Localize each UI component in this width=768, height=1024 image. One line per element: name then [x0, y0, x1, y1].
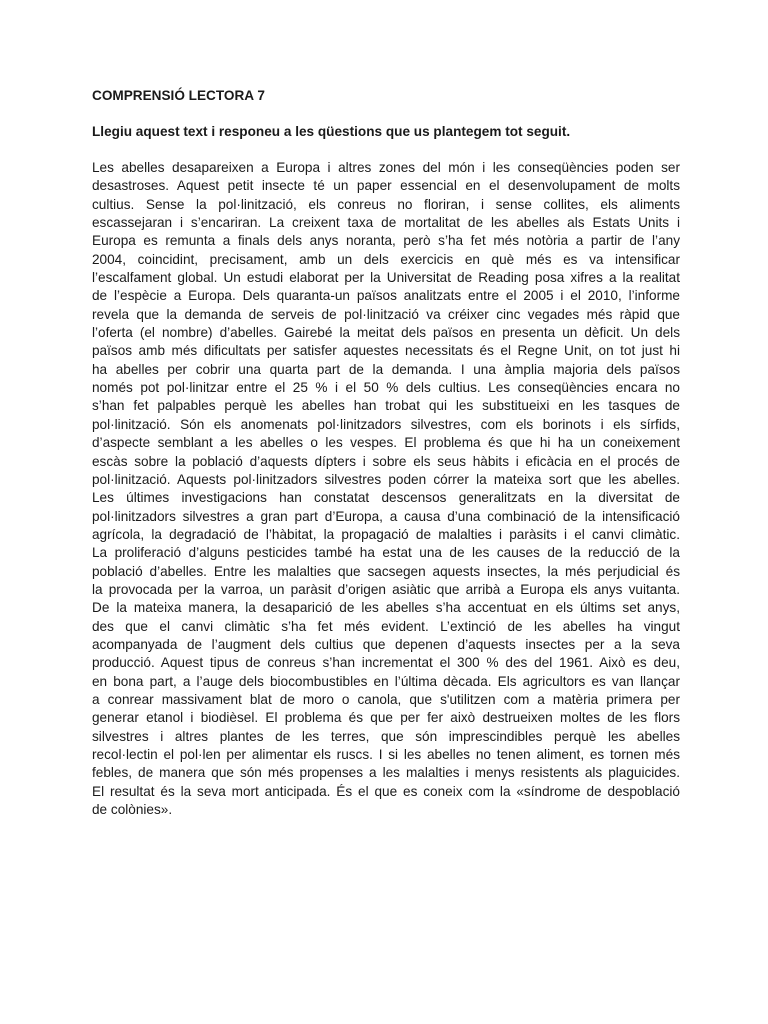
- body-line: revela que la demanda de serveis de pol·linització va créixer cinc vegades més ràpid que: [92, 306, 680, 322]
- body-line: població d’abelles. Entre les malalties que sacsegen aquests insectes, la més perjudicial és: [92, 563, 680, 579]
- body-line: La proliferació d’alguns pesticides també ha estat una de les causes de la reducció de la: [92, 545, 680, 561]
- body-line: generar etanol i biodièsel. El problema és que per fer això destrueixen moltes de les flors: [92, 710, 680, 726]
- body-line: només pot pol·linitzar entre el 25 % i el 50 % dels cultius. Les conseqüències encara no: [92, 380, 680, 396]
- body-line: silvestres i altres plantes de les terres, que són imprescindibles perquè les abelles: [92, 728, 680, 744]
- document-title: COMPRENSIÓ LECTORA 7: [92, 88, 265, 103]
- body-line: De la mateixa manera, la desaparició de les abelles s’ha accentuat en els últims set anys,: [92, 600, 680, 616]
- body-line: Les abelles desapareixen a Europa i altres zones del món i les conseqüències poden ser: [92, 160, 680, 175]
- body-line: desastroses. Aquest petit insecte té un paper essencial en el desenvolupament de molts: [92, 178, 680, 194]
- body-line: ha abelles per cobrir una quarta part de la demanda. I una àmplia majoria dels països: [92, 361, 680, 377]
- body-line: l’escalfament global. Un estudi elaborat per la Universitat de Reading posa xifres a la realitat: [92, 270, 680, 286]
- body-line: escàs sobre la població d’aquests dípters i sobre els seus hàbits i eficàcia en el procés de: [92, 453, 680, 469]
- body-line: països amb més dificultats per satisfer aquestes necessitats és el Regne Unit, on tot just hi: [92, 343, 680, 359]
- body-line: en bona part, a l’auge dels biocombustibles en l’última dècada. Els agricultors es van llançar: [92, 673, 680, 689]
- body-line: d’aspecte semblant a les abelles o les vespes. El problema és que hi ha un coneixement: [92, 435, 680, 451]
- body-line: de colònies».: [92, 802, 173, 818]
- body-line: l’oferta (el nombre) d’abelles. Gairebé la meitat dels països en presenta un dèficit. Un dels: [92, 325, 680, 341]
- body-line: la provocada per la varroa, un paràsit d’origen asiàtic que arribà a Europa els anys vuitanta.: [92, 581, 680, 597]
- body-line: s’han fet palpables perquè les abelles han trobat qui les substitueixi en les tasques de: [92, 398, 680, 414]
- body-line: de l’espècie a Europa. Dels quaranta-un països analitzats entre el 2005 i el 2010, l’informe: [92, 288, 680, 304]
- document-page: [92, 86, 680, 819]
- body-line: recol·lectin el pol·len per alimentar els ruscs. I si les abelles no tenen aliment, es tornen més: [92, 747, 680, 762]
- body-line: cultius. Sense la pol·linització, els conreus no floriran, i sense collites, els aliments: [92, 196, 680, 212]
- body-line: acompanyada de l’augment dels cultius que depenen d’aquests insectes per a la seva: [92, 636, 680, 652]
- body-line: des que el canvi climàtic s’ha fet més evident. L’extinció de les abelles ha vingut: [92, 618, 680, 634]
- body-line: pol·linització. Són els anomenats pol·linitzadors silvestres, com els borinots i els sírfids,: [92, 416, 680, 432]
- body-line: 2004, coincidint, precisament, amb un dels exercicis en què més es va intensificar: [92, 251, 680, 267]
- body-line: escassejaran i s’encariran. La creixent taxa de mortalitat de les abelles als Estats Units i: [92, 215, 680, 231]
- body-line: pol·linització. Aquests pol·linitzadors silvestres poden córrer la mateixa sort que les abelles.: [92, 471, 680, 487]
- body-line: El resultat és la seva mort anticipada. És el que es coneix com la «síndrome de despoblació: [92, 783, 680, 799]
- document-instructions: Llegiu aquest text i responeu a les qüestions que us plantegem tot seguit.: [92, 124, 571, 139]
- body-line: febles, de manera que són més propenses a les malalties i menys resistents als plaguicides.: [92, 765, 680, 781]
- body-line: pol·linitzadors silvestres a gran part d’Europa, a causa d’una combinació de la intensificació: [92, 508, 680, 524]
- body-line: a conrear massivament blat de moro o canola, que s'utilitzen com a matèria primera per: [92, 691, 680, 707]
- document-body: [92, 159, 680, 819]
- body-line: Europa es remunta a finals dels anys noranta, però s’ha fet més notòria a partir de l’any: [92, 233, 680, 249]
- body-line: agrícola, la degradació de l’hàbitat, la propagació de malalties i paràsits i el canvi climàtic.: [92, 526, 680, 542]
- body-line: Les últimes investigacions han constatat descensos generalitzats en la diversitat de: [92, 490, 680, 506]
- body-line: producció. Aquest tipus de conreus s’han incrementat el 300 % des del 1961. Això es deu,: [92, 655, 680, 671]
